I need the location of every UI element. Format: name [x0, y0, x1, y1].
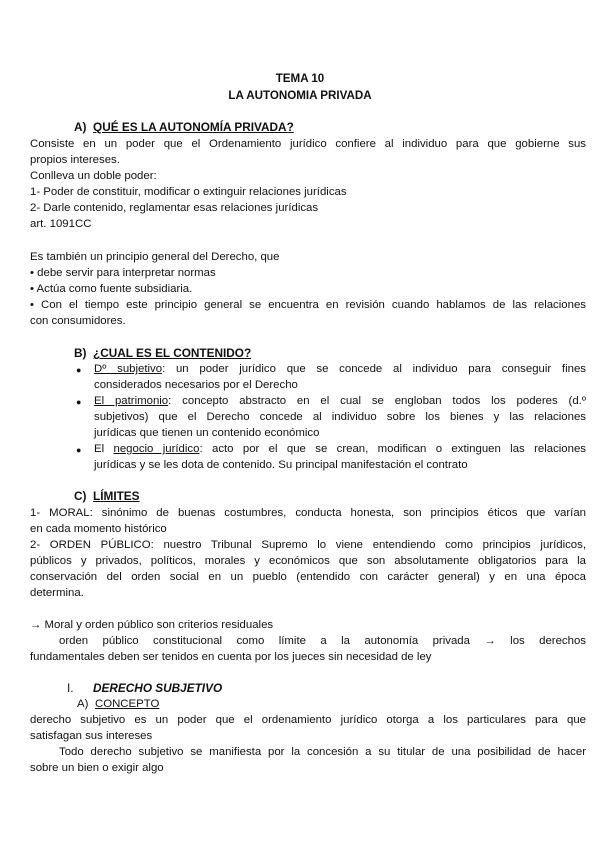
section-a-bullet3-line2: con consumidores. [30, 315, 126, 327]
section-i-sub-heading: CONCEPTO [95, 698, 160, 710]
section-b-item2-line1: El patrimonio: concepto abstracto en el cual se engloban todos los poderes (d.º [94, 395, 586, 407]
section-i-p2-line2: sobre un bien o exigir algo [30, 762, 164, 774]
section-a-bullet3-line1: • Con el tiempo este principio general se encuentra en revisión cuando hablamos de las relaciones [30, 299, 586, 311]
section-c-orden-line3: conservación del orden social en un pueblo (entendido con carácter general) y en una época [30, 571, 586, 583]
section-a-ref: art. 1091CC [30, 218, 92, 230]
section-a-item1: 1- Poder de constituir, modificar o extinguir relaciones jurídicas [30, 186, 347, 198]
section-i-sub-marker: A) [77, 698, 89, 710]
section-b-heading: B) ¿CUAL ES EL CONTENIDO? [74, 346, 252, 360]
doc-subtitle: LA AUTONOMIA PRIVADA [228, 89, 372, 102]
section-a-bullet2: • Actúa como fuente subsidiaria. [30, 283, 193, 295]
section-a-heading: A) QUÉ ES LA AUTONOMÍA PRIVADA? [74, 120, 294, 134]
section-i-marker: I. [67, 681, 74, 695]
section-b-item2-line2: subjetivos) que el Derecho concede al individuo sobre los bienes y las relaciones [94, 411, 586, 423]
section-c-moral-line1: 1- MORAL: sinónimo de buenas costumbres, conducta honesta, son principios éticos que varían [30, 507, 586, 519]
section-i-heading: DERECHO SUBJETIVO [93, 681, 223, 695]
section-c-orden-line2: públicos y privados, políticos, morales y económicos que son absolutamente obligatorios para la [30, 555, 586, 567]
section-c-orden-line4: determina. [30, 587, 84, 599]
section-a-item2: 2- Darle contenido, reglamentar esas relaciones jurídicas [30, 202, 319, 214]
section-a-p3: Es también un principio general del Derecho, que [30, 251, 280, 263]
section-i-p1-line1: derecho subjetivo es un poder que el ordenamiento jurídico otorga a los particulares para que [30, 714, 586, 726]
bullet-dot: ● [76, 365, 82, 375]
section-c-arrow-line: → Moral y orden público son criterios residuales [30, 619, 274, 631]
section-a-p2: Conlleva un doble poder: [30, 170, 157, 182]
section-b-item3-line2: jurídicas y se les dota de contenido. Su principal manifestación el contrato [94, 459, 468, 471]
section-b-item1-line1: Dº subjetivo: un poder jurídico que se concede al individuo para conseguir fines [94, 363, 586, 375]
section-a-p1-line2: propios intereses. [30, 154, 120, 166]
section-i-p1-line2: satisfagan sus intereses [30, 730, 153, 742]
bullet-dot: ● [76, 445, 82, 455]
bullet-dot: ● [76, 397, 82, 407]
section-b-item3-line1: El negocio jurídico: acto por el que se crean, modifican o extinguen las relaciones [94, 443, 586, 455]
doc-title: TEMA 10 [275, 72, 325, 85]
section-a-p1-line1: Consiste en un poder que el Ordenamiento jurídico confiere al individuo para que gobierne sus [30, 138, 586, 150]
section-c-moral-line2: en cada momento histórico [30, 523, 167, 535]
section-i-p2-line1: Todo derecho subjetivo se manifiesta por la concesión a su titular de una posibilidad de hacer [59, 746, 586, 758]
section-c-orden-line1: 2- ORDEN PÚBLICO: nuestro Tribunal Supremo lo viene entendiendo como principios jurídicos, [30, 539, 586, 551]
section-b-item2-line3: jurídicas que tienen un contenido económico [94, 427, 320, 439]
section-b-item1-line2: considerados necesarios por el Derecho [94, 379, 298, 391]
section-c-op-line1: orden público constitucional como límite a la autonomía privada → los derechos [59, 635, 586, 647]
section-c-heading: C) LÍMITES [74, 489, 140, 503]
section-c-op-line2: fundamentales deben ser tenidos en cuenta por los jueces sin necesidad de ley [30, 651, 432, 663]
section-a-bullet1: • debe servir para interpretar normas [30, 267, 216, 279]
